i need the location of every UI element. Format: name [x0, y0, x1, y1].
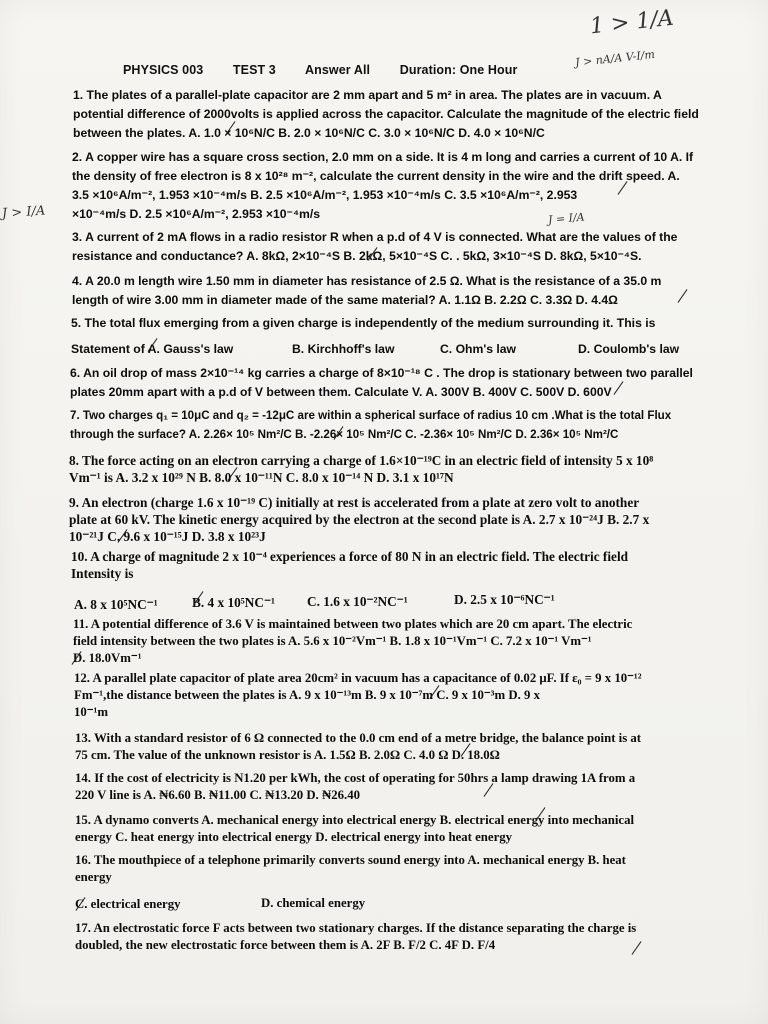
question-9: 9. An electron (charge 1.6 x 10⁻¹⁹ C) initially at rest is accelerated from a plate at zero volt to another plate at 60 kV. The kinetic energy acquired by the electron at the second plate is A. 2.7 x 10⁻²⁴J B. 2.7 x 10⁻²¹J C. 9.6 x 10⁻¹⁵J D. 3.8 x 10²³J [69, 495, 650, 544]
question-1: 1. The plates of a parallel-plate capacitor are 2 mm apart and 5 m² in area. The plates are in vacuum. A potential difference of 2000volts is applied across the capacitor. Calculate the magnitude of the electric field between the plates. A. 1.0 × 10⁶N/C B. 2.0 × 10⁶N/C C. 3.0 × 10⁶N/C D. 4.0 × 10⁶N/C [73, 88, 699, 140]
question-14: 14. If the cost of electricity is N1.20 per kWh, the cost of operating for 50hrs a lamp drawing 1A from a 220 V line is A. ₦6.60 B. ₦11.00 C. ₦13.20 D. ₦26.40 [75, 771, 636, 802]
test-title: TEST 3 [232, 63, 276, 77]
option-b: B. Kirchhoff's law [292, 342, 395, 356]
option-d: D. Coulomb's law [578, 342, 680, 356]
option-c: C. Ohm's law [440, 342, 517, 356]
question-13: 13. With a standard resistor of 6 Ω connected to the 0.0 cm end of a metre bridge, the balance point is at 75 cm. The value of the unknown resistor is A. 1.5Ω B. 2.0Ω C. 4.0 Ω D. 18.0Ω [75, 731, 642, 762]
question-10: 10. A charge of magnitude 2 x 10⁻⁴ experiences a force of 80 N in an electric field. The electric field Intensity is A. 8 x 10⁵NC⁻¹ B. 4 x 10⁵NC⁻¹ C. 1.6 x 10⁻²NC⁻¹ D. 2.5 x 10⁻⁶NC⁻¹ [71, 549, 629, 612]
question-16: 16. The mouthpiece of a telephone primarily converts sound energy into A. mechanical energy B. heat energy C. electrical energy D. chemical energy [75, 853, 626, 911]
question-4: 4. A 20.0 m length wire 1.50 mm in diameter has resistance of 2.5 Ω. What is the resistance of a 35.0 m length of wire 3.00 mm in diameter made of the same material? A. 1.1Ω B. 2.2Ω C. 3.3Ω D. 4.4Ω [72, 274, 662, 307]
question-7: 7. Two charges q₁ = 10μC and q₂ = -12μC are within a spherical surface of radius 10 cm .What is the total Flux through the surface? A. 2.26× 10⁵ Nm²/C B. -2.26× 10⁵ Nm²/C C. -2.36× 10⁵ Nm²/C D. 2.36× 10⁵ Nm²/C [70, 409, 672, 441]
question-2: 2. A copper wire has a square cross section, 2.0 mm on a side. It is 4 m long and carries a current of 10 A. If the density of free electron is 8 x 10²⁸ m⁻², calculate the current density in the wire and the drift speed. A. 3.5 ×10⁶A/m⁻², 1.953 ×10⁻⁴m/s B. 2.5 ×10⁶A/m⁻², 1.953 ×10⁻⁴m/s C. 3.5 ×10⁶A/m⁻², 2.953 ×10⁻⁴m/s D. 2.5 ×10⁶A/m⁻², 2.953 ×10⁻⁴m/s [72, 150, 694, 221]
option-a: Statement of A. Gauss's law [71, 342, 234, 356]
handwritten-note-left-margin: J > I/A [1, 203, 46, 222]
option-a: A. 8 x 10⁵NC⁻¹ [74, 597, 158, 612]
handwritten-note-top-right-2: J > nA/A V-I/m [574, 47, 656, 70]
question-8: 8. The force acting on an electron carrying a charge of 1.6×10⁻¹⁹C in an electric field of intensity 5 x 10⁸ Vm⁻¹ is A. 3.2 x 10²⁹ N B. 8.0 x 10⁻¹¹N C. 8.0 x 10⁻¹⁴ N D. 3.1 x 10¹⁷N [69, 453, 654, 485]
option-d: D. chemical energy [261, 896, 366, 910]
duration: Duration: One Hour [399, 63, 518, 77]
question-6: 6. An oil drop of mass 2×10⁻¹⁴ kg carries a charge of 8×10⁻¹⁸ C . The drop is stationary between two parallel plates 20mm apart with a p.d of V between them. Calculate V. A. 300V B. 400V C. 500V D. 600V [70, 366, 693, 399]
question-11: 11. A potential difference of 3.6 V is maintained between two plates which are 20 cm apart. The electric field intensity between the two plates is A. 5.6 x 10⁻²Vm⁻¹ B. 1.8 x 10⁻¹Vm⁻¹ C. 7.2 x 10⁻¹ Vm⁻¹ D. 18.0Vm⁻¹ [73, 617, 633, 665]
exam-header [123, 63, 543, 77]
answer-tick-mark [678, 289, 688, 303]
question-12: 12. A parallel plate capacitor of plate area 20cm² in vacuum has a capacitance of 0.02 μF. If ε₀ = 9 x 10⁻¹² Fm⁻¹,the distance between the plates is A. 9 x 10⁻¹³m B. 9 x 10⁻⁷m C. 9 x 10⁻³m D. 9 x 10⁻¹m [74, 671, 642, 719]
question-15: 15. A dynamo converts A. mechanical energy into electrical energy B. electrical energy into mechanical energy C. heat energy into electrical energy D. electrical energy into heat energy [75, 813, 635, 844]
question-17: 17. An electrostatic force F acts between two stationary charges. If the distance separating the charge is doubled, the new electrostatic force between them is A. 2F B. F/2 C. 4F D. F/4 [75, 921, 637, 952]
instruction: Answer All [304, 63, 371, 77]
option-c: C. 1.6 x 10⁻²NC⁻¹ [307, 594, 408, 609]
subject-title: PHYSICS 003 [123, 63, 204, 77]
option-b: B. 4 x 10⁵NC⁻¹ [192, 595, 275, 610]
option-c: C. electrical energy [75, 897, 181, 911]
question-5: 5. The total flux emerging from a given charge is independently of the medium surrounding it. This is Statement of A. Gauss's law B. Kirchhoff's law C. Ohm's law D. Coulomb's law [71, 314, 761, 360]
handwritten-note-top-right: 1 > 1/A [588, 5, 675, 40]
handwritten-note-mid: J = I/A [547, 210, 586, 227]
question-3: 3. A current of 2 mA flows in a radio resistor R when a p.d of 4 V is connected. What are the values of the resistance and conductance? A. 8kΩ, 2×10⁻⁴S B. 2kΩ, 5×10⁻⁴S C. . 5kΩ, 3×10⁻⁴S D. 8kΩ, 5×10⁻⁴S. [72, 230, 678, 263]
option-d: D. 2.5 x 10⁻⁶NC⁻¹ [454, 592, 555, 607]
